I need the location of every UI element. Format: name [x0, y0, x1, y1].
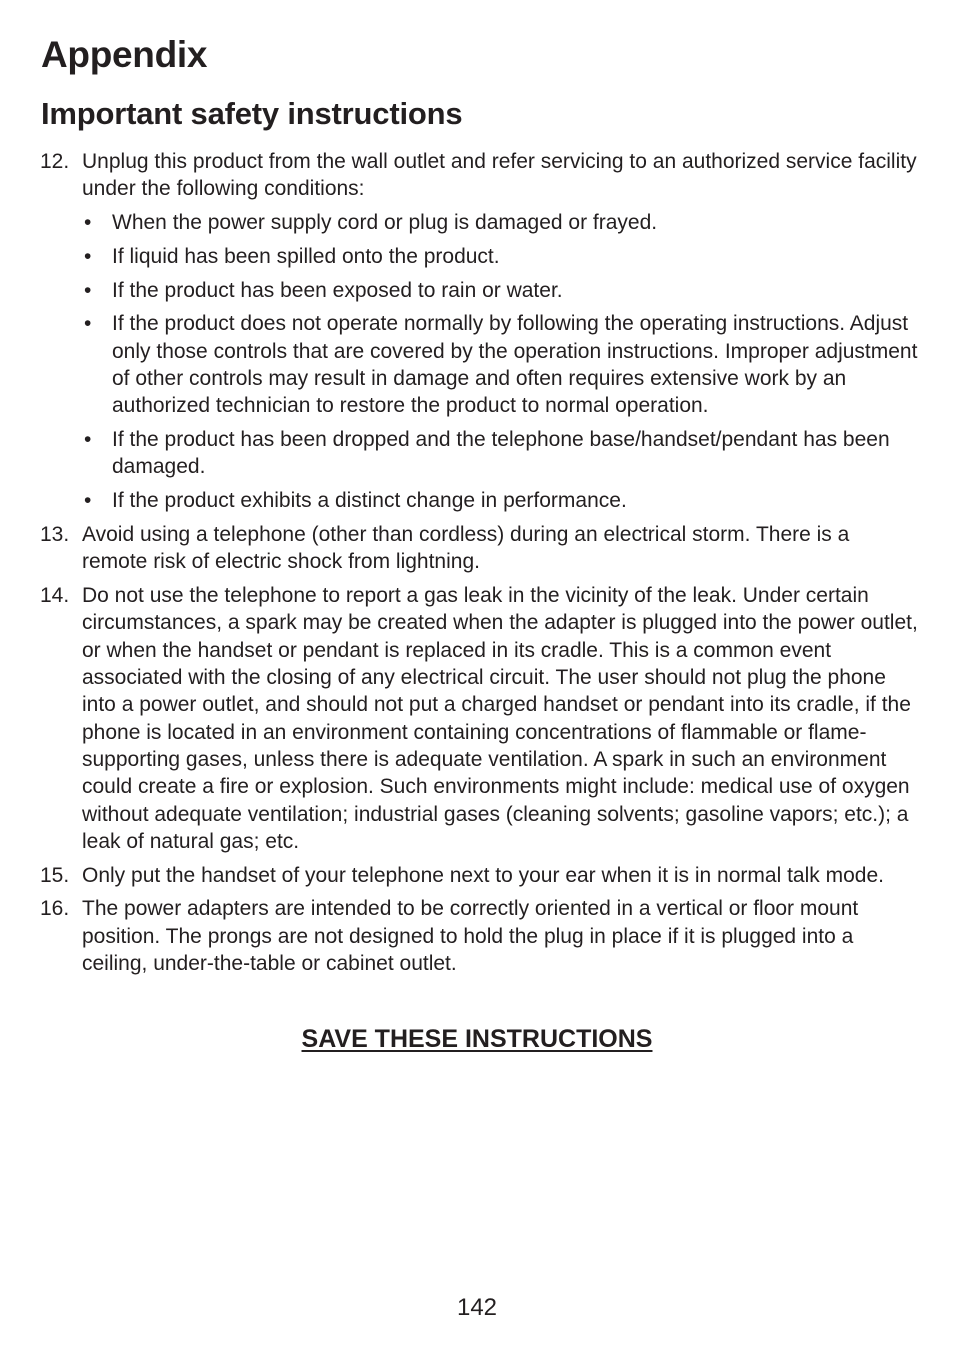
condition-item	[82, 209, 920, 236]
condition-text: If liquid has been spilled onto the product.	[112, 244, 500, 268]
item-number: 13.	[40, 523, 70, 547]
bullet-icon: •	[84, 244, 92, 268]
chapter-title: Appendix	[41, 34, 208, 75]
bullet-icon: •	[84, 278, 92, 302]
condition-text: If the product exhibits a distinct change in performance.	[112, 489, 627, 513]
item-text: Do not use the telephone to report a gas leak in the vicinity of the leak. Under certain circumstances, a spark may be created when the adapter is plugged into the power outlet, or when the handset or pendant is replaced in its cradle. This is a common event associated with the closing of any electrical circuit. The user should not plug the phone into a power outlet, and should not put a charged handset or pendant into its cradle, if the phone is located in an environment containing concentrations of flammable or flame-supporting gases, unless there is adequate ventilation. A spark in such an environment could create a fire or explosion. Such environments might include: medical use of oxygen without adequate ventilation; industrial gases (cleaning solvents; gasoline vapors; etc.); a leak of natural gas; etc.	[82, 584, 918, 853]
item-number: 14.	[40, 584, 70, 608]
condition-text: If the product does not operate normally by following the operating instructions. Adjust only those controls that are covered by the operation instructions. Improper adjustment of other controls may result in damage and often requires extensive work by an authorized technician to restore the product to normal operation.	[112, 312, 918, 418]
instruction-list	[40, 148, 920, 984]
page-number: 142	[456, 1294, 498, 1321]
item-text: Avoid using a telephone (other than cordless) during an electrical storm. There is a remote risk of electric shock from lightning.	[82, 523, 850, 574]
instruction-item-12	[40, 148, 920, 515]
item-number: 16.	[40, 897, 70, 921]
bullet-icon: •	[84, 211, 92, 235]
save-instructions-text: SAVE THESE INSTRUCTIONS	[301, 1025, 653, 1053]
condition-item	[82, 310, 920, 419]
section-title: Important safety instructions	[41, 96, 463, 131]
save-instructions-notice	[0, 1023, 954, 1055]
condition-item	[82, 426, 920, 481]
instruction-item-13	[40, 521, 920, 576]
condition-text: If the product has been dropped and the telephone base/handset/pendant has been damaged.	[112, 428, 890, 479]
instruction-item-14	[40, 582, 920, 855]
condition-text: If the product has been exposed to rain or water.	[112, 278, 563, 302]
item-text: The power adapters are intended to be correctly oriented in a vertical or floor mount position. The prongs are not designed to hold the plug in place if it is plugged into a ceiling, under-the-table or cabinet outlet.	[82, 897, 859, 976]
condition-list	[82, 209, 920, 514]
item-text: Only put the handset of your telephone next to your ear when it is in normal talk mode.	[82, 863, 884, 887]
item-text: Unplug this product from the wall outlet and refer servicing to an authorized service facility under the following conditions:	[82, 150, 917, 201]
item-number: 15.	[40, 863, 70, 887]
condition-item	[82, 487, 920, 514]
bullet-icon: •	[84, 312, 92, 336]
item-number: 12.	[40, 150, 70, 173]
instruction-item-16	[40, 895, 920, 977]
condition-item	[82, 243, 920, 270]
instruction-item-15	[40, 862, 920, 889]
bullet-icon: •	[84, 489, 92, 513]
condition-text: When the power supply cord or plug is damaged or frayed.	[112, 211, 658, 235]
bullet-icon: •	[84, 428, 92, 452]
condition-item	[82, 277, 920, 304]
